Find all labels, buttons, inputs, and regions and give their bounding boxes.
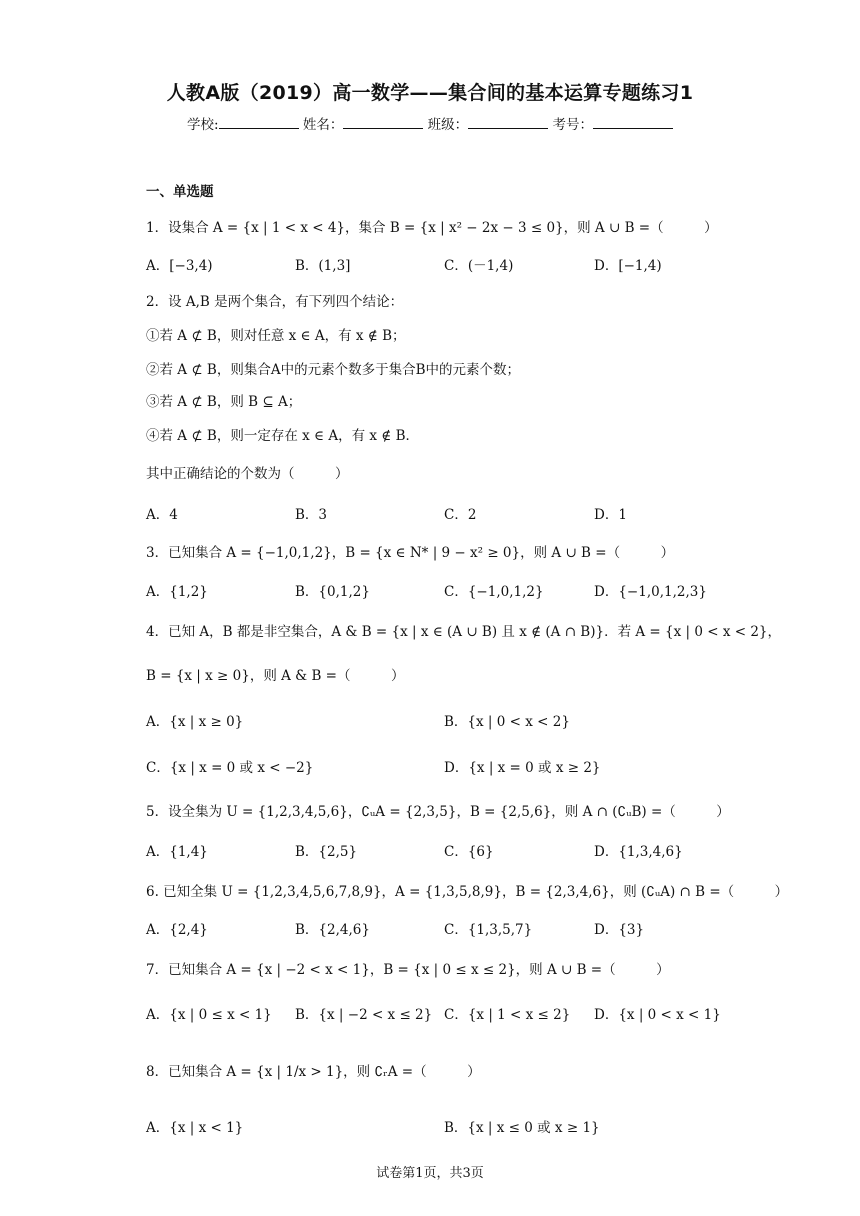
question-1-stem: 1．设集合 A = {x | 1 < x < 4}，集合 B = {x | x² − 2x − 3 ≤ 0}，则 A ∪ B =（ ）	[146, 220, 718, 236]
question-2-option-c[interactable]: C．2	[444, 507, 477, 523]
question-3-option-c[interactable]: C．{−1,0,1,2}	[444, 584, 544, 600]
question-2-option-d[interactable]: D．1	[594, 507, 627, 523]
question-5-option-b[interactable]: B．{2,5}	[295, 844, 358, 860]
question-4-option-d[interactable]: D．{x | x = 0 或 x ≥ 2}	[444, 760, 601, 776]
question-7-option-d[interactable]: D．{x | 0 < x < 1}	[594, 1007, 721, 1023]
question-5-option-d[interactable]: D．{1,3,4,6}	[594, 844, 683, 860]
name-label: 姓名：	[302, 117, 344, 133]
question-7-option-a[interactable]: A．{x | 0 ≤ x < 1}	[146, 1007, 272, 1023]
class-label: 班级：	[427, 117, 469, 133]
question-1-option-b[interactable]: B．(1,3]	[295, 258, 351, 274]
school-label: 学校:	[187, 117, 219, 133]
question-5-option-c[interactable]: C．{6}	[444, 844, 494, 860]
question-2-statement-1: ①若 A ⊄ B，则对任意 x ∈ A，有 x ∉ B；	[146, 328, 406, 344]
question-7-stem: 7．已知集合 A = {x | −2 < x < 1}，B = {x | 0 ≤ x ≤ 2}，则 A ∪ B =（ ）	[146, 962, 670, 978]
name-blank[interactable]	[343, 116, 423, 129]
question-4-stem-line-2: B = {x | x ≥ 0}，则 A & B =（ ）	[146, 668, 405, 684]
question-8-option-b[interactable]: B．{x | x ≤ 0 或 x ≥ 1}	[444, 1120, 600, 1136]
question-4-stem-line-1: 4．已知 A，B 都是非空集合，A & B = {x | x ∈ (A ∪ B) 且 x ∉ (A ∩ B)}．若 A = {x | 0 < x < 2}，	[146, 624, 782, 640]
class-blank[interactable]	[468, 116, 548, 129]
question-7-option-c[interactable]: C．{x | 1 < x ≤ 2}	[444, 1007, 571, 1023]
question-6-option-c[interactable]: C．{1,3,5,7}	[444, 922, 533, 938]
student-info-line	[0, 113, 860, 133]
question-3-option-a[interactable]: A．{1,2}	[146, 584, 208, 600]
school-blank[interactable]	[219, 116, 299, 129]
question-8-stem: 8．已知集合 A = {x | 1/x > 1}，则 ∁ᵣA =（ ）	[146, 1064, 481, 1080]
question-4-option-b[interactable]: B．{x | 0 < x < 2}	[444, 714, 570, 730]
question-7-option-b[interactable]: B．{x | −2 < x ≤ 2}	[295, 1007, 433, 1023]
exam-title: 人教A版（2019）高一数学——集合间的基本运算专题练习1	[166, 82, 694, 104]
question-6-option-d[interactable]: D．{3}	[594, 922, 645, 938]
exam-no-blank[interactable]	[593, 116, 673, 129]
question-2-option-b[interactable]: B．3	[295, 507, 328, 523]
question-2-prompt: 其中正确结论的个数为（ ）	[146, 466, 349, 482]
question-6-option-b[interactable]: B．{2,4,6}	[295, 922, 370, 938]
question-4-option-a[interactable]: A．{x | x ≥ 0}	[146, 714, 244, 730]
question-8-option-a[interactable]: A．{x | x < 1}	[146, 1120, 244, 1136]
question-1-option-a[interactable]: A．[−3,4)	[146, 258, 213, 274]
section-heading: 一、单选题	[146, 184, 214, 200]
question-2-option-a[interactable]: A．4	[146, 507, 178, 523]
question-1-option-c[interactable]: C．(－1,4)	[444, 258, 514, 274]
question-3-option-b[interactable]: B．{0,1,2}	[295, 584, 370, 600]
question-5-stem: 5．设全集为 U = {1,2,3,4,5,6}，∁ᵤA = {2,3,5}，B = {2,5,6}，则 A ∩ (∁ᵤB) =（ ）	[146, 804, 730, 820]
question-2-statement-4: ④若 A ⊄ B，则一定存在 x ∈ A，有 x ∉ B．	[146, 428, 419, 444]
question-1-option-d[interactable]: D．[−1,4)	[594, 258, 662, 274]
exam-no-label: 考号：	[552, 117, 593, 133]
question-5-option-a[interactable]: A．{1,4}	[146, 844, 208, 860]
question-2-stem: 2．设 A,B 是两个集合，有下列四个结论：	[146, 294, 404, 310]
question-6-option-a[interactable]: A．{2,4}	[146, 922, 208, 938]
question-4-option-c[interactable]: C．{x | x = 0 或 x < −2}	[146, 760, 314, 776]
question-6-stem: 6. 已知全集 U = {1,2,3,4,5,6,7,8,9}，A = {1,3,5,8,9}，B = {2,3,4,6}，则 (∁ᵤA) ∩ B =（ ）	[146, 884, 789, 900]
question-3-option-d[interactable]: D．{−1,0,1,2,3}	[594, 584, 707, 600]
question-2-statement-3: ③若 A ⊄ B，则 B ⊆ A；	[146, 394, 302, 410]
question-2-statement-2: ②若 A ⊄ B，则集合A中的元素个数多于集合B中的元素个数；	[146, 362, 521, 378]
page-footer: 试卷第1页，共3页	[376, 1166, 484, 1181]
question-3-stem: 3．已知集合 A = {−1,0,1,2}，B = {x ∈ N* | 9 − x² ≥ 0}，则 A ∪ B =（ ）	[146, 545, 675, 561]
